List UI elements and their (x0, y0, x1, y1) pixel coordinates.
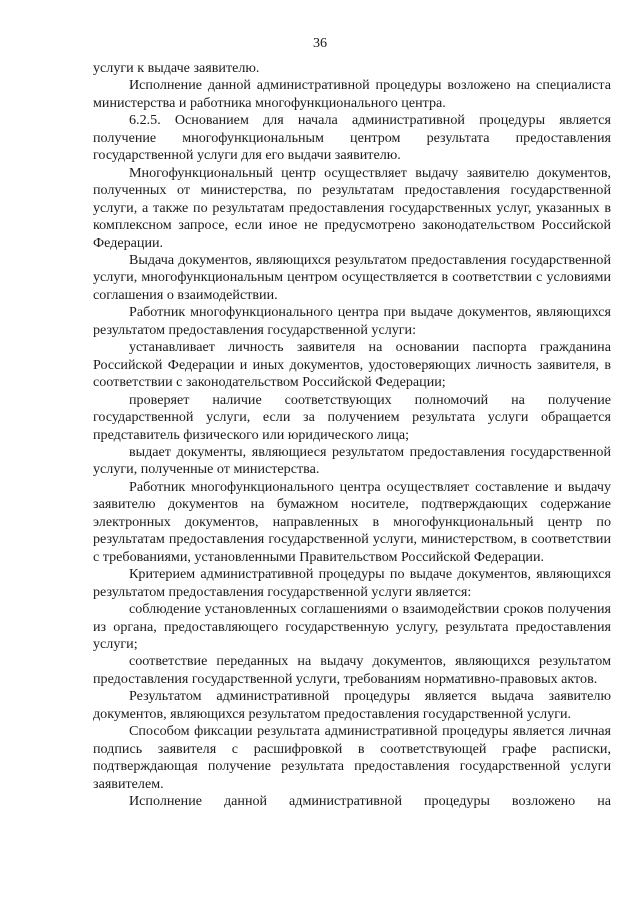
paragraph: Критерием административной процедуры по выдаче документов, являющихся результатом предоставления государственной услуги является: (93, 566, 611, 600)
paragraph: услуги к выдаче заявителю. (93, 60, 260, 76)
paragraph: 6.2.5. Основанием для начала административной процедуры является получение многофункциональным центром результата предоставления государственной услуги для его выдачи заявителю. (93, 112, 611, 164)
paragraph: Исполнение данной административной процедуры возложено на (129, 793, 611, 810)
paragraph: выдает документы, являющиеся результатом предоставления государственной услуги, полученные от министерства. (93, 443, 611, 478)
paragraph: Способом фиксации результата административной процедуры является личная подпись заявителя с расшифровкой в соответствующей графе расписки, подтверждающая получение результата предоставления государственной услуги заявителем. (93, 723, 611, 792)
paragraph: устанавливает личность заявителя на основании паспорта гражданина Российской Федерации и иных документов, удостоверяющих личность заявителя, в соответствии с законодательством Российской Федерации; (93, 339, 611, 391)
paragraph: соблюдение установленных соглашениями о взаимодействии сроков получения из органа, предоставляющего государственную услугу, результата предоставления услуги; (93, 601, 611, 652)
paragraph: проверяет наличие соответствующих полномочий на получение государственной услуги, если за получением результата услуги обращается представитель физического или юридического лица; (93, 391, 611, 443)
page-number: 36 (312, 35, 328, 51)
paragraph: Многофункциональный центр осуществляет выдачу заявителю документов, полученных от министерства, по результатам предоставления государственной услуги, а также по результатам предоставления государственных услуг, указанных в комплексном запросе, если иное не предусмотрено законодательством Российской Федерации. (93, 164, 611, 251)
paragraph: Работник многофункционального центра осуществляет составление и выдачу заявителю документов на бумажном носителе, подтверждающих содержание электронных документов, направленных в многофункциональный центр по результатам предоставления государственной услуги, министерством, в соответствии с требованиями, установленными Правительством Российской Федерации. (93, 478, 611, 565)
paragraph: Исполнение данной административной процедуры возложено на специалиста министерства и работника многофункционального центра. (93, 77, 611, 111)
paragraph: Работник многофункционального центра при выдаче документов, являющихся результатом предоставления государственной услуги: (93, 304, 611, 338)
paragraph: Выдача документов, являющихся результатом предоставления государственной услуги, многофункциональным центром осуществляется в соответствии с условиями соглашения о взаимодействии. (93, 251, 611, 303)
paragraph: Результатом административной процедуры является выдача заявителю документов, являющихся результатом предоставления государственной услуги. (93, 688, 611, 722)
document-body (93, 60, 611, 810)
paragraph: соответствие переданных на выдачу документов, являющихся результатом предоставления государственной услуги, требованиям нормативно-правовых актов. (93, 653, 611, 687)
